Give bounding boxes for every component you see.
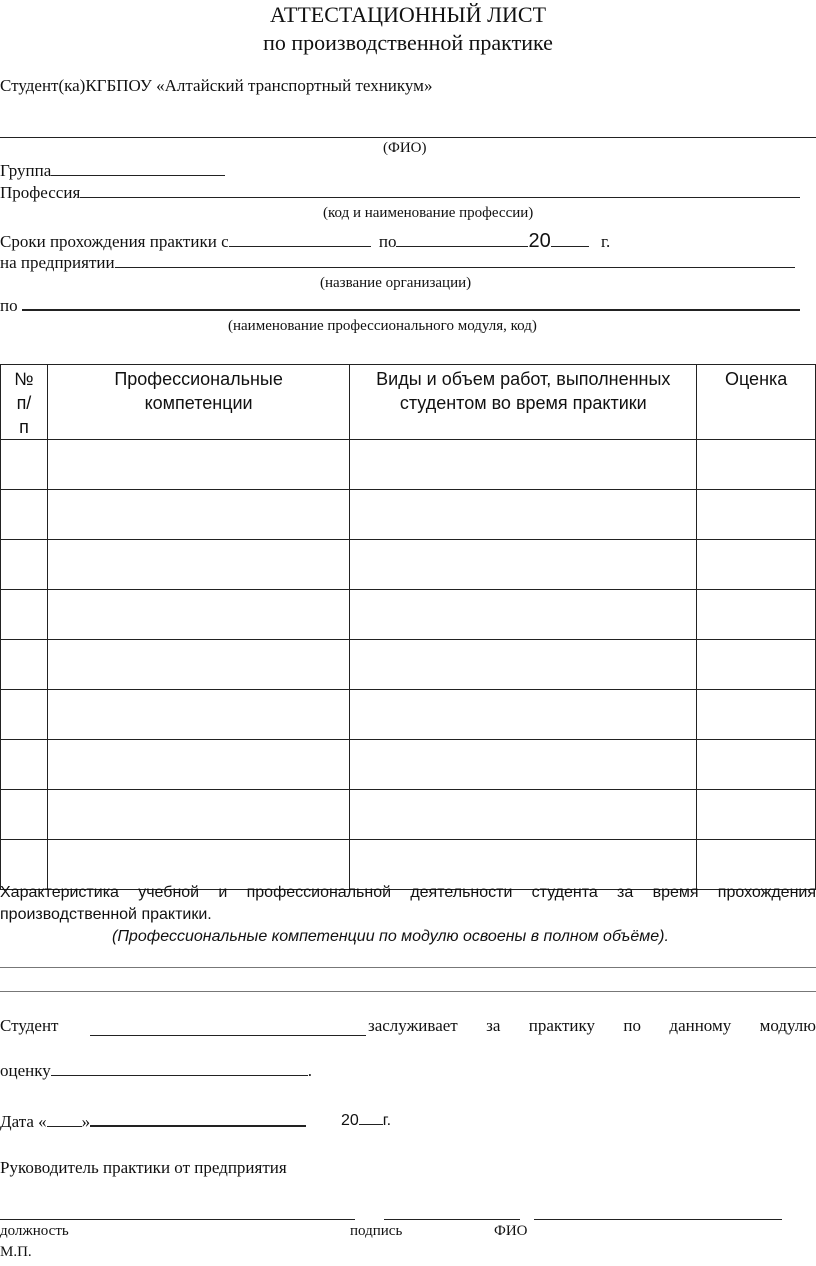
profession-caption: (код и наименование профессии) xyxy=(323,205,534,221)
enterprise-field[interactable] xyxy=(115,267,795,268)
cell-competency[interactable] xyxy=(47,690,349,740)
cell-works[interactable] xyxy=(350,540,697,590)
col-header-works: Виды и объем работ, выполненных студентом во время практики xyxy=(350,365,697,440)
module-caption: (наименование профессионального модуля, код) xyxy=(228,318,537,334)
date-label: Дата « xyxy=(0,1112,47,1131)
table-header-row xyxy=(1,365,816,440)
cell-num[interactable] xyxy=(1,690,48,740)
date-day-field[interactable] xyxy=(47,1126,82,1127)
cell-works[interactable] xyxy=(350,440,697,490)
cell-competency[interactable] xyxy=(47,740,349,790)
position-field[interactable] xyxy=(0,1219,355,1220)
cell-grade[interactable] xyxy=(697,490,816,540)
grade-field[interactable] xyxy=(51,1075,308,1076)
table-row xyxy=(1,590,816,640)
cell-works[interactable] xyxy=(350,790,697,840)
fio-sign-caption: ФИО xyxy=(494,1223,528,1239)
cell-competency[interactable] xyxy=(47,490,349,540)
sign-caption: подпись xyxy=(350,1223,403,1239)
cell-works[interactable] xyxy=(350,640,697,690)
page-title: АТТЕСТАЦИОННЫЙ ЛИСТ xyxy=(269,2,547,27)
fio-signature-field[interactable] xyxy=(534,1219,782,1220)
cell-num[interactable] xyxy=(1,540,48,590)
student-line: Студент(ка)КГБПОУ «Алтайский транспортный техникум» xyxy=(0,76,433,95)
cell-competency[interactable] xyxy=(47,590,349,640)
date-year-row xyxy=(341,1112,391,1130)
enterprise-label: на предприятии xyxy=(0,253,115,272)
date-year-prefix: 20 xyxy=(341,1112,359,1129)
conclusion-student-field[interactable] xyxy=(90,1035,366,1036)
characteristic-note: (Профессиональные компетенции по модулю освоены в полном объёме). xyxy=(112,928,669,945)
date-to-field[interactable] xyxy=(396,246,528,247)
profession-row xyxy=(0,183,800,203)
conclusion-deserves-text: заслуживает за практику по данному модулю xyxy=(368,1016,816,1035)
module-label: по xyxy=(0,296,18,315)
group-field[interactable] xyxy=(51,175,225,176)
cell-grade[interactable] xyxy=(697,590,816,640)
grade-period: . xyxy=(307,1061,313,1080)
page-subtitle: по производственной практике xyxy=(263,30,553,55)
supervisor-label: Руководитель практики от предприятия xyxy=(0,1158,287,1177)
dates-year-field[interactable] xyxy=(551,246,589,247)
date-year-field[interactable] xyxy=(359,1124,383,1125)
characteristic-text: Характеристика учебной и профессиональной деятельности студента за время прохождения производственной практики. xyxy=(0,884,816,923)
module-field[interactable] xyxy=(22,309,800,311)
cell-competency[interactable] xyxy=(47,790,349,840)
date-row xyxy=(0,1112,306,1132)
dates-year-prefix: 20 xyxy=(528,230,551,252)
conclusion-student-label: Студент xyxy=(0,1016,59,1035)
group-row xyxy=(0,161,225,181)
dates-to-label: по xyxy=(378,232,397,251)
cell-grade[interactable] xyxy=(697,540,816,590)
cell-grade[interactable] xyxy=(697,740,816,790)
cell-works[interactable] xyxy=(350,490,697,540)
cell-num[interactable] xyxy=(1,640,48,690)
dates-row xyxy=(0,230,610,253)
cell-competency[interactable] xyxy=(47,440,349,490)
table-row xyxy=(1,790,816,840)
characteristic-line-2[interactable] xyxy=(0,991,816,992)
date-from-field[interactable] xyxy=(229,246,371,247)
cell-num[interactable] xyxy=(1,490,48,540)
position-caption: должность xyxy=(0,1223,69,1239)
col-header-num: № п/п xyxy=(1,365,48,440)
cell-competency[interactable] xyxy=(47,640,349,690)
table-row xyxy=(1,540,816,590)
grade-row xyxy=(0,1061,312,1081)
table-row xyxy=(1,490,816,540)
signature-field[interactable] xyxy=(384,1219,520,1220)
profession-label: Профессия xyxy=(0,183,81,202)
table-row xyxy=(1,440,816,490)
fio-field-line xyxy=(0,137,816,138)
cell-competency[interactable] xyxy=(47,540,349,590)
characteristic-line-1[interactable] xyxy=(0,967,816,968)
cell-num[interactable] xyxy=(1,440,48,490)
table-row xyxy=(1,690,816,740)
cell-grade[interactable] xyxy=(697,640,816,690)
cell-works[interactable] xyxy=(350,740,697,790)
col-header-competencies: Профессиональные компетенции xyxy=(47,365,349,440)
fio-caption: (ФИО) xyxy=(383,140,427,156)
cell-grade[interactable] xyxy=(697,790,816,840)
cell-num[interactable] xyxy=(1,590,48,640)
group-label: Группа xyxy=(0,161,52,180)
grade-label: оценку xyxy=(0,1061,51,1080)
enterprise-row xyxy=(0,253,795,273)
cell-num[interactable] xyxy=(1,740,48,790)
competencies-table xyxy=(0,364,816,890)
profession-field[interactable] xyxy=(80,197,800,198)
enterprise-caption: (название организации) xyxy=(320,275,472,291)
table-row xyxy=(1,740,816,790)
dates-label: Сроки прохождения практики с xyxy=(0,232,229,251)
date-year-suffix: г. xyxy=(382,1112,392,1129)
cell-works[interactable] xyxy=(350,590,697,640)
date-month-field[interactable] xyxy=(90,1125,306,1127)
dates-year-suffix: г. xyxy=(600,232,611,251)
cell-grade[interactable] xyxy=(697,690,816,740)
module-row xyxy=(0,296,800,316)
cell-grade[interactable] xyxy=(697,440,816,490)
cell-num[interactable] xyxy=(1,790,48,840)
cell-works[interactable] xyxy=(350,690,697,740)
date-close-quote: » xyxy=(81,1112,91,1131)
stamp-label: М.П. xyxy=(0,1244,32,1260)
table-row xyxy=(1,640,816,690)
col-header-grade: Оценка xyxy=(697,365,816,440)
